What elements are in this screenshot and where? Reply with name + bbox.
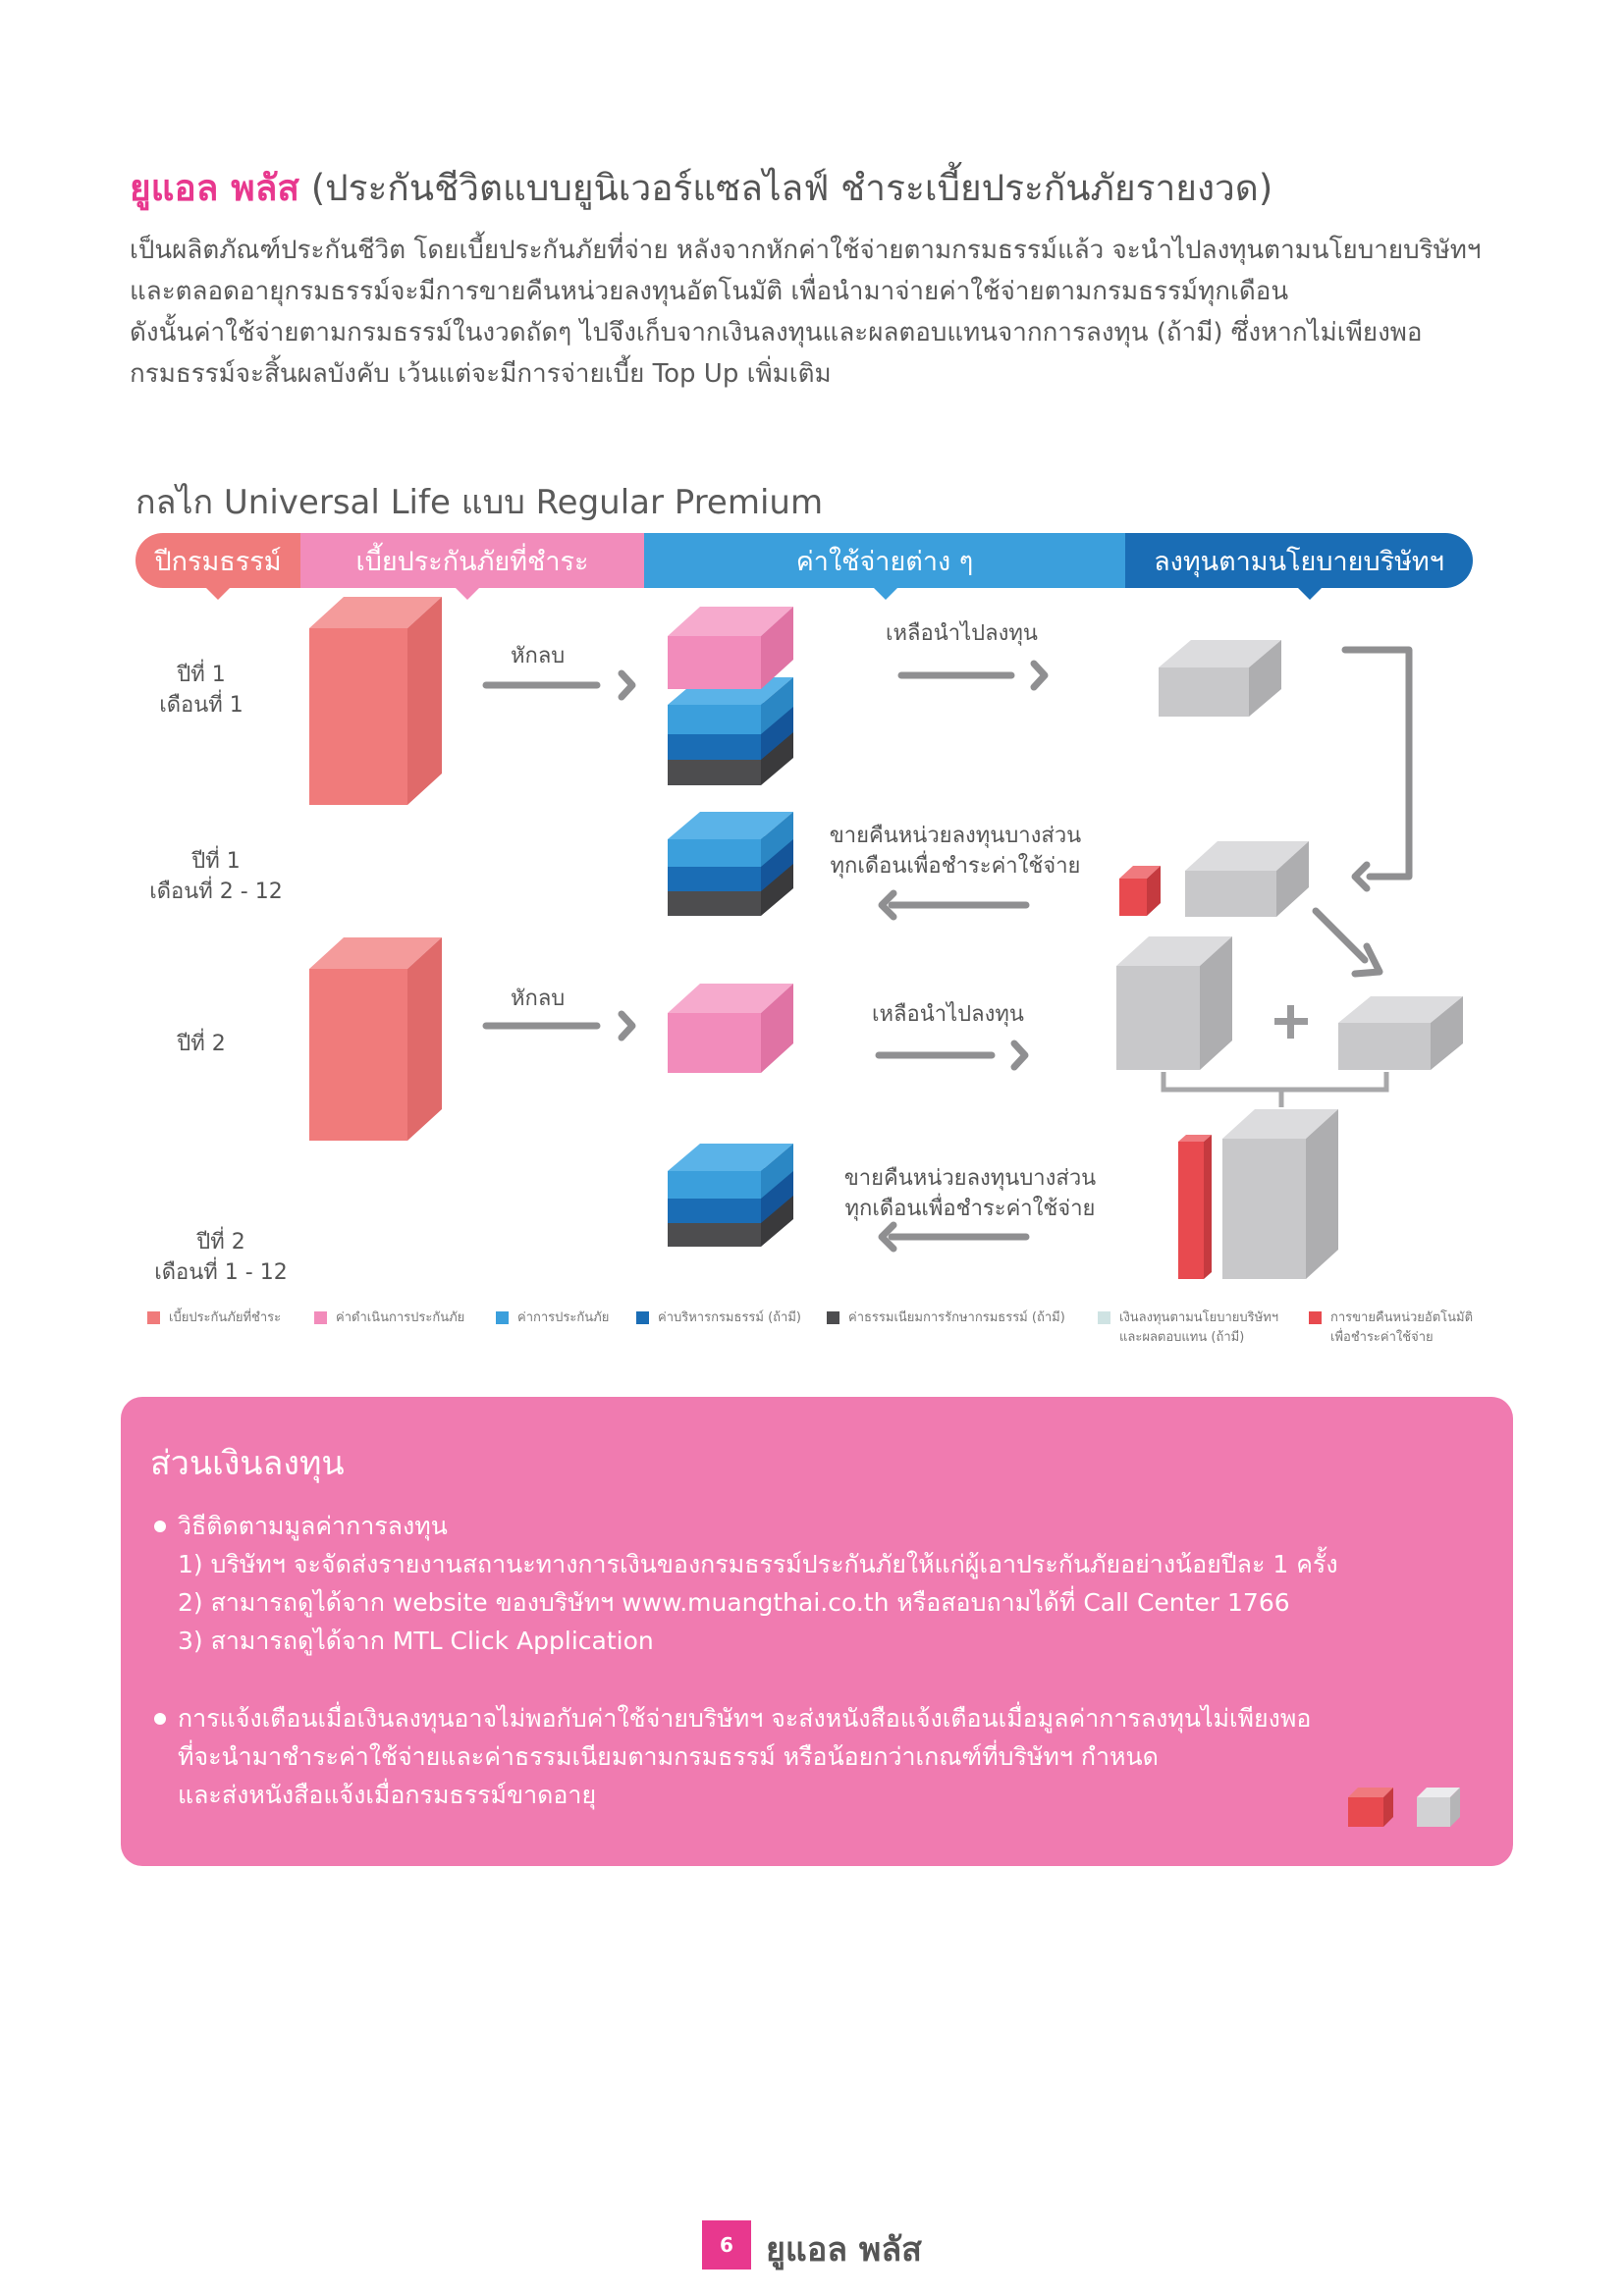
legend-swatch xyxy=(636,1311,649,1324)
footer-brand: ยูแอล พลัส xyxy=(766,2230,922,2269)
intro-line: เป็นผลิตภัณฑ์ประกันชีวิต โดยเบี้ยประกันภัยที่จ่าย หลังจากหักค่าใช้จ่ายตามกรมธรรม์แล้ว จะนำไปลงทุนตามนโยบายบริษัทฯ xyxy=(130,236,1482,265)
legend-swatch xyxy=(827,1311,839,1324)
expense-stack-year2-months xyxy=(668,1144,793,1247)
intro-line: ดังนั้นค่าใช้จ่ายตามกรมธรรม์ในงวดถัดๆ ไปจึงเก็บจากเงินลงทุนและผลตอบแทนจากการลงทุน (ถ้ามี) ซึ่งหากไม่เพียงพอ xyxy=(130,318,1423,347)
legend-swatch xyxy=(1098,1311,1110,1324)
arrow-diagonal xyxy=(1316,911,1365,960)
arrow-head xyxy=(622,673,632,697)
legend-label-line: เงินลงทุนตามนโยบายบริษัทฯ xyxy=(1119,1310,1279,1325)
legend-label: เบี้ยประกันภัยที่ชำระ xyxy=(169,1310,282,1325)
remain-invest-label: เหลือนำไปลงทุน xyxy=(872,1002,1024,1027)
investment-box-large xyxy=(1222,1109,1338,1279)
premium-box-year1 xyxy=(309,597,442,805)
sell-units-label xyxy=(842,1163,1098,1224)
arrow-head xyxy=(1034,664,1045,687)
row-label-line: ปีที่ 2 xyxy=(196,1230,245,1255)
arrow-head xyxy=(1014,1043,1025,1067)
investment-info-box xyxy=(121,1397,1513,1866)
row-label-line: ปีที่ 2 xyxy=(177,1032,226,1056)
sell-unit-box-1 xyxy=(1119,866,1161,916)
legend-label: ค่าธรรมเนียมการรักษากรมธรรม์ (ถ้ามี) xyxy=(848,1310,1065,1325)
deduct-label: หักลบ xyxy=(511,987,566,1011)
sell-units-line: ทุกเดือนเพื่อชำระค่าใช้จ่าย xyxy=(844,1197,1096,1221)
investment-section-title: ส่วนเงินลงทุน xyxy=(150,1444,345,1483)
product-subtitle: (ประกันชีวิตแบบยูนิเวอร์แซลไลฟ์ ชำระเบี้ยประกันภัยรายงวด) xyxy=(310,167,1273,209)
tracking-item-2: 2) สามารถดูได้จาก website ของบริษัทฯ www.muangthai.co.th หรือสอบถามได้ที่ Call Center 1766 xyxy=(178,1588,1290,1617)
investment-box-3 xyxy=(1116,936,1232,1070)
intro-line: กรมธรรม์จะสิ้นผลบังคับ เว้นแต่จะมีการจ่ายเบี้ย Top Up เพิ่มเติม xyxy=(130,359,832,389)
plus-sign xyxy=(1274,1005,1308,1039)
deduct-label: หักลบ xyxy=(511,644,566,668)
bullet-text: วิธีติดตามมูลค่าการลงทุน xyxy=(178,1512,448,1540)
expense-box-year2 xyxy=(668,984,793,1073)
legend-label: ค่าบริหารกรมธรรม์ (ถ้ามี) xyxy=(658,1310,801,1325)
legend-label-line: การขายคืนหน่วยอัตโนมัติ xyxy=(1330,1310,1474,1325)
legend-label: ค่าดำเนินการประกันภัย xyxy=(336,1310,465,1325)
legend-swatch xyxy=(147,1311,160,1324)
legend-label xyxy=(1330,1308,1473,1348)
column-policy-year: ปีกรมธรรม์ xyxy=(135,533,300,588)
sell-units-line: ขายคืนหน่วยลงทุนบางส่วน xyxy=(829,824,1082,848)
notification-line-2: ที่จะนำมาชำระค่าใช้จ่ายและค่าธรรมเนียมตามกรมธรรม์ หรือน้อยกว่าเกณฑ์ที่บริษัทฯ กำหนด xyxy=(178,1742,1159,1771)
column-premium-paid: เบี้ยประกันภัยที่ชำระ xyxy=(300,533,644,588)
investment-box-4 xyxy=(1338,996,1463,1070)
diagram-title: กลไก Universal Life แบบ Regular Premium xyxy=(135,483,824,522)
product-name: ยูแอล พลัส xyxy=(130,167,299,209)
page-number: 6 xyxy=(702,2220,751,2269)
column-investment: ลงทุนตามนโยบายบริษัทฯ xyxy=(1125,533,1473,588)
legend-label xyxy=(1119,1308,1278,1348)
sell-units-line: ทุกเดือนเพื่อชำระค่าใช้จ่าย xyxy=(830,854,1081,879)
row-label-line: ปีที่ 1 xyxy=(191,849,241,874)
sell-unit-box-2 xyxy=(1178,1135,1212,1279)
legend-swatch xyxy=(314,1311,327,1324)
bullet-dot xyxy=(154,1713,166,1725)
bullet-dot xyxy=(154,1521,166,1532)
tracking-item-3: 3) สามารถดูได้จาก MTL Click Application xyxy=(178,1627,654,1655)
row-label-line: ปีที่ 1 xyxy=(177,663,226,687)
sell-units-label xyxy=(828,821,1083,881)
row-label-line: เดือนที่ 1 - 12 xyxy=(154,1260,288,1285)
investment-box-1 xyxy=(1159,640,1281,717)
bullet-text: การแจ้งเตือนเมื่อเงินลงทุนอาจไม่พอกับค่าใช้จ่ายบริษัทฯ จะส่งหนังสือแจ้งเตือนเมื่อมูลค่าการลงทุนไม่เพียงพอ xyxy=(178,1704,1312,1733)
row-label-line: เดือนที่ 2 - 12 xyxy=(149,880,283,904)
expense-stack-year1-months xyxy=(668,812,793,916)
legend-label-line: และผลตอบแทน (ถ้ามี) xyxy=(1119,1330,1245,1345)
legend-label: ค่าการประกันภัย xyxy=(517,1310,610,1325)
expense-stack-year1-month1 xyxy=(668,607,793,785)
arrow-head xyxy=(622,1014,632,1038)
legend-swatch xyxy=(496,1311,509,1324)
legend-label-line: เพื่อชำระค่าใช้จ่าย xyxy=(1330,1330,1434,1345)
premium-box-year2 xyxy=(309,937,442,1141)
column-expenses: ค่าใช้จ่ายต่าง ๆ xyxy=(644,533,1125,588)
sell-units-line: ขายคืนหน่วยลงทุนบางส่วน xyxy=(843,1166,1097,1191)
arrow-head xyxy=(1355,865,1367,888)
tracking-item-1: 1) บริษัทฯ จะจัดส่งรายงานสถานะทางการเงินของกรมธรรม์ประกันภัยให้แก่ผู้เอาประกันภัยอย่างน้อยปีละ 1 ครั้ง xyxy=(178,1550,1338,1578)
row-label-line: เดือนที่ 1 xyxy=(159,693,244,718)
intro-line: และตลอดอายุกรมธรรม์จะมีการขายคืนหน่วยลงทุนอัตโนมัติ เพื่อนำมาจ่ายค่าใช้จ่ายตามกรมธรรม์ทุกเดือน xyxy=(130,277,1289,306)
notification-line-3: และส่งหนังสือแจ้งเมื่อกรมธรรม์ขาดอายุ xyxy=(178,1781,597,1809)
decorative-cubes xyxy=(1346,1780,1484,1839)
investment-box-2 xyxy=(1185,841,1309,917)
legend-swatch xyxy=(1309,1311,1322,1324)
arrow-loop-down xyxy=(1345,650,1409,877)
remain-invest-label: เหลือนำไปลงทุน xyxy=(886,621,1038,646)
